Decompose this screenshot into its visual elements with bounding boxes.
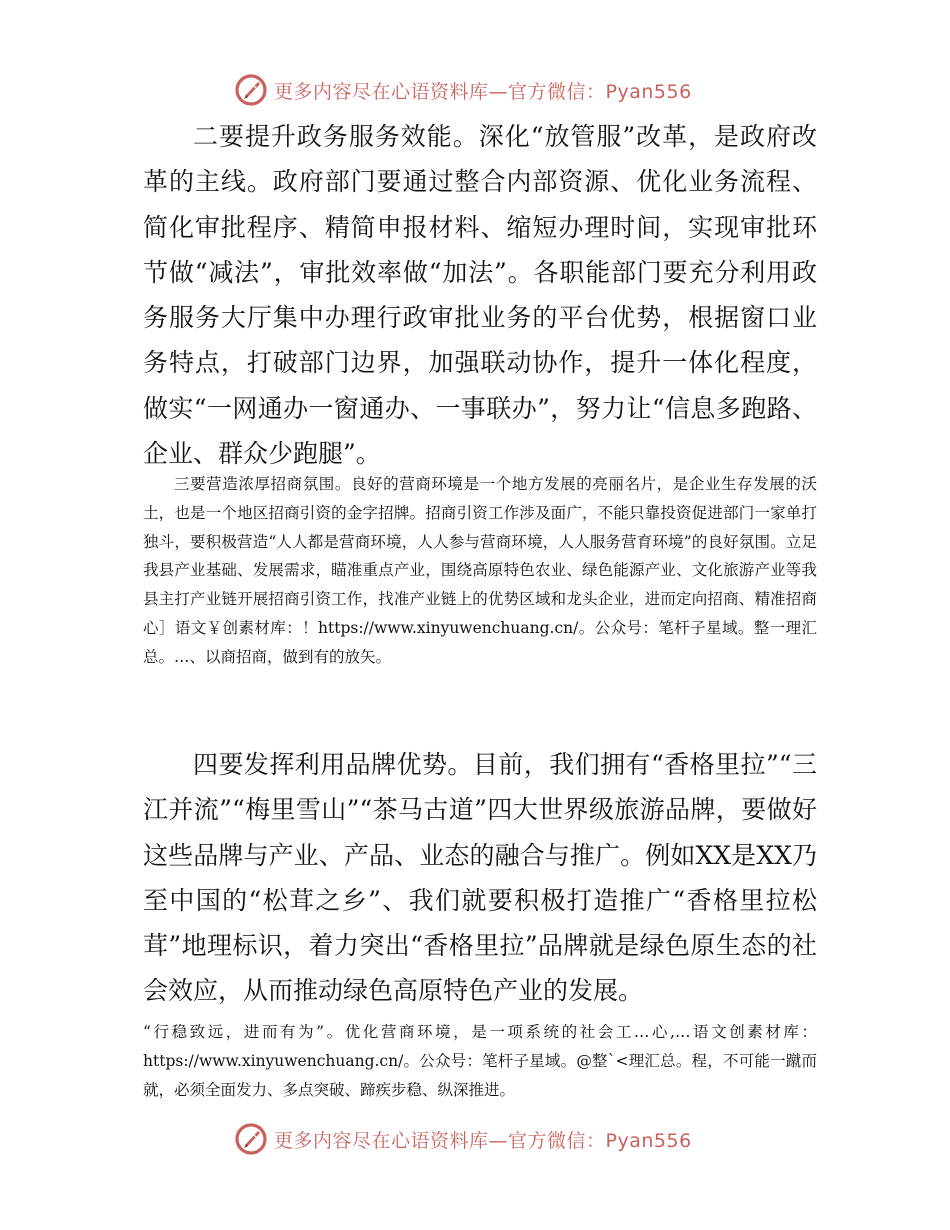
banner-text: [274, 77, 692, 104]
paragraph-4: 四要发挥利用品牌优势。目前，我们拥有“香格里拉”“三江并流”“梅里雪山”“茶马古道”四大世界级旅游品牌，要做好这些品牌与产业、产品、业态的融合与推广。例如XX是XX乃至中国的“松茸之乡”、我们就要积极打造推广“香格里拉松茸”地理标识，着力突出“香格里拉”品牌就是绿色原生态的社会效应，从而推动绿色高原特色产业的发展。: [143, 750, 817, 1006]
paragraph-3: 三要营造浓厚招商氛围。良好的营商环境是一个地方发展的亮丽名片，是企业生存发展的沃土，也是一个地区招商引资的金字招牌。招商引资工作涉及面广，不能只靠投资促进部门一家单打独斗，要积极营造“人人都是营商环境，人人参与营商环境，人人服务营育环境”的良好氛围。立足我县产业基础、发展需求，瞄准重点产业，围绕高原特色农业、绿色能源产业、文化旅游产业等我县主打产业链开展招商引资工作，找准产业链上的优势区域和龙头企业，进而定向招商、精准招商心］语文￥创素材库：！https://www.xinyuwenchuang.cn/。公众号：笔杆子星域。整一理汇总。…、以商招商，做到有的放矢。: [143, 475, 817, 666]
banner-separator: —: [488, 80, 509, 103]
banner-contact-text: 官方微信：Pyan556: [508, 1129, 692, 1152]
paragraph-2: 二要提升政务服务效能。深化“放管服”改革，是政府改革的主线。政府部门要通过整合内部资源、优化业务流程、简化审批程序、精简申报材料、缩短办理时间，实现审批环节做“减法”，审批效率做“加法”。各职能部门要充分利用政务服务大厅集中办理行政审批业务的平台优势，根据窗口业务特点，打破部门边界，加强联动协作，提升一体化程度，做实“一网通办一窗通办、一事联办”，努力让“信息多跑路、企业、群众少跑腿”。: [143, 122, 817, 469]
header-watermark-banner: [0, 70, 950, 110]
banner-main-text: 更多内容尽在心语资料库: [274, 1129, 489, 1152]
quill-pen-icon: [234, 73, 268, 107]
paragraph-5: “行稳致远，进而有为”。优化营商环境，是一项系统的社会工…心,…语文创素材库：https://www.xinyuwenchuang.cn/。公众号：笔杆子星域。@整`<理汇总。程，不可能一蹴而就，必须全面发力、多点突破、蹄疾步稳、纵深推进。: [143, 1023, 817, 1099]
banner-contact-text: 官方微信：Pyan556: [508, 80, 692, 103]
quill-pen-icon: [234, 1122, 268, 1156]
banner-main-text: 更多内容尽在心语资料库: [274, 80, 489, 103]
banner-separator: —: [488, 1129, 509, 1152]
footer-watermark-banner: [0, 1119, 950, 1159]
banner-text: [274, 1126, 692, 1153]
